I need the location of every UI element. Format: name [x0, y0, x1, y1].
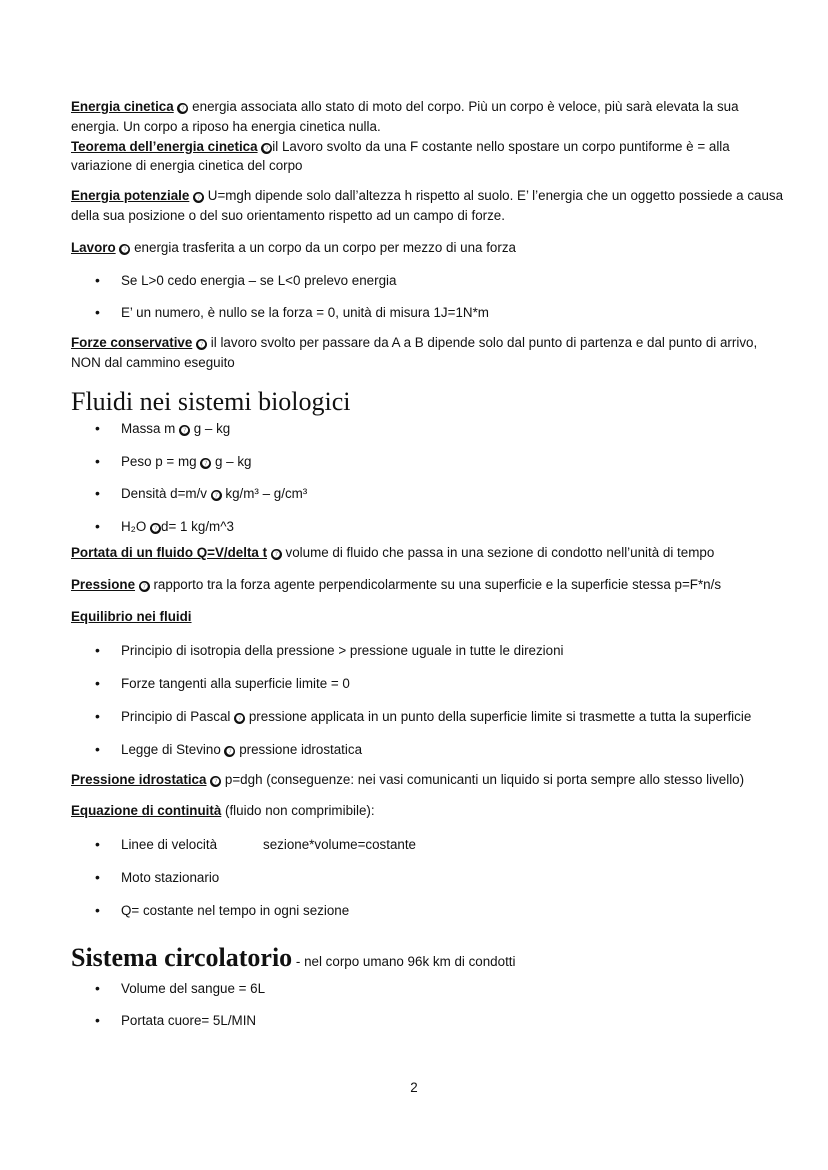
list-item: • E’ un numero, è nullo se la forza = 0, unità di misura 1J=1N*m [71, 303, 787, 323]
list-item: • Volume del sangue = 6L [71, 979, 787, 999]
list-item: • Forze tangenti alla superficie limite = 0 [71, 674, 787, 694]
list-item: • Se L>0 cedo energia – se L<0 prelevo energia [71, 271, 787, 291]
arrow-bullet-icon: ➐ [271, 549, 282, 560]
list-item: • Legge di Stevino ➐ pressione idrostatica [71, 740, 787, 760]
arrow-bullet-icon: ➐ [200, 458, 211, 469]
term-forze-conservative: Forze conservative [71, 335, 193, 351]
list-item: • Q= costante nel tempo in ogni sezione [71, 901, 787, 921]
heading-circolatorio: Sistema circolatorio - nel corpo umano 96k km di condotti [71, 942, 516, 972]
arrow-bullet-icon: ➐ [179, 425, 190, 436]
arrow-bullet-icon: ➐ [224, 746, 235, 757]
list-item: • Linee di velocità sezione*volume=costante [71, 835, 787, 855]
term-equilibrio: Equilibrio nei fluidi [71, 608, 192, 624]
list-item: • Massa m ➐ g – kg [71, 419, 787, 439]
list-item: • H₂O ➐ d= 1 kg/m^3 [71, 517, 787, 537]
list-item: • Peso p = mg ➐ g – kg [71, 452, 787, 472]
equilibrio-heading [71, 607, 787, 627]
page-number: 2 [410, 1080, 418, 1095]
arrow-bullet-icon: ➐ [139, 581, 150, 592]
arrow-bullet-icon: ➐ [196, 339, 207, 350]
pressione-idrostatica-paragraph: Pressione idrostatica ➐ p=dgh (conseguenze: nei vasi comunicanti un liquido si porta sempre allo stesso livello) [71, 771, 745, 787]
energia-potenziale-paragraph: Energia potenziale ➐ U=mgh dipende solo dall’altezza h rispetto al suolo. E’ l’energia che un oggetto possiede a causa della sua posizione o del suo orientamento rispetto ad un campo di forze. [71, 188, 784, 223]
arrow-bullet-icon: ➐ [150, 523, 161, 534]
continuita-paragraph: Equazione di continuità (fluido non comprimibile): [71, 803, 375, 819]
term-energia-cinetica: Energia cinetica [71, 99, 174, 114]
fluidi-list [71, 419, 787, 537]
arrow-bullet-icon: ➐ [119, 244, 130, 255]
document-page [71, 97, 787, 1031]
forze-conservative-paragraph: Forze conservative ➐ il lavoro svolto per passare da A a B dipende solo dal punto di partenza e dal punto di arrivo, NON dal cammino eseguito [71, 335, 758, 370]
term-teorema: Teorema dell’energia cinetica [71, 138, 258, 154]
heading-fluidi: Fluidi nei sistemi biologici [71, 386, 351, 416]
arrow-bullet-icon: ➐ [261, 143, 272, 154]
list-item: • Principio di isotropia della pressione > pressione uguale in tutte le direzioni [71, 641, 787, 661]
lavoro-paragraph: Lavoro ➐ energia trasferita a un corpo da un corpo per mezzo di una forza [71, 239, 516, 255]
term-lavoro: Lavoro [71, 239, 116, 255]
list-item: • Moto stazionario [71, 868, 787, 888]
energia-cinetica-paragraph: Energia cinetica ➐ energia associata allo stato di moto del corpo. Più un corpo è veloce, più sarà elevata la sua energia. Un corpo a riposo ha energia cinetica nulla. [71, 99, 739, 134]
list-item: • Principio di Pascal ➐ pressione applicata in un punto della superficie limite si trasmette a tutta la superficie [71, 707, 787, 727]
term-portata: Portata di un fluido Q=V/delta t [71, 544, 268, 560]
arrow-bullet-icon: ➐ [177, 103, 188, 114]
arrow-bullet-icon: ➐ [210, 776, 221, 787]
heading-circolatorio-subtitle: - nel corpo umano 96k km di condotti [292, 953, 516, 969]
continuita-list [71, 835, 787, 920]
portata-paragraph: Portata di un fluido Q=V/delta t ➐ volume di fluido che passa in una sezione di condotto nell’unità di tempo [71, 544, 715, 560]
circolatorio-list [71, 979, 787, 1032]
teorema-paragraph: Teorema dell’energia cinetica ➐ il Lavoro svolto da una F costante nello spostare un corpo puntiforme è = alla variazione di energia cinetica del corpo [71, 138, 730, 174]
equilibrio-list [71, 641, 787, 759]
term-pressione: Pressione [71, 576, 136, 592]
list-item: • Densità d=m/v ➐ kg/m³ – g/cm³ [71, 484, 787, 504]
arrow-bullet-icon: ➐ [234, 713, 245, 724]
term-energia-potenziale: Energia potenziale [71, 188, 190, 204]
arrow-bullet-icon: ➐ [211, 490, 222, 501]
term-continuita: Equazione di continuità [71, 803, 222, 819]
arrow-bullet-icon: ➐ [193, 192, 204, 203]
list-item: • Portata cuore= 5L/MIN [71, 1011, 787, 1031]
pressione-paragraph: Pressione ➐ rapporto tra la forza agente perpendicolarmente su una superficie e la superficie stessa p=F*n/s [71, 576, 722, 592]
lavoro-list [71, 271, 787, 324]
term-pressione-idrostatica: Pressione idrostatica [71, 771, 207, 787]
